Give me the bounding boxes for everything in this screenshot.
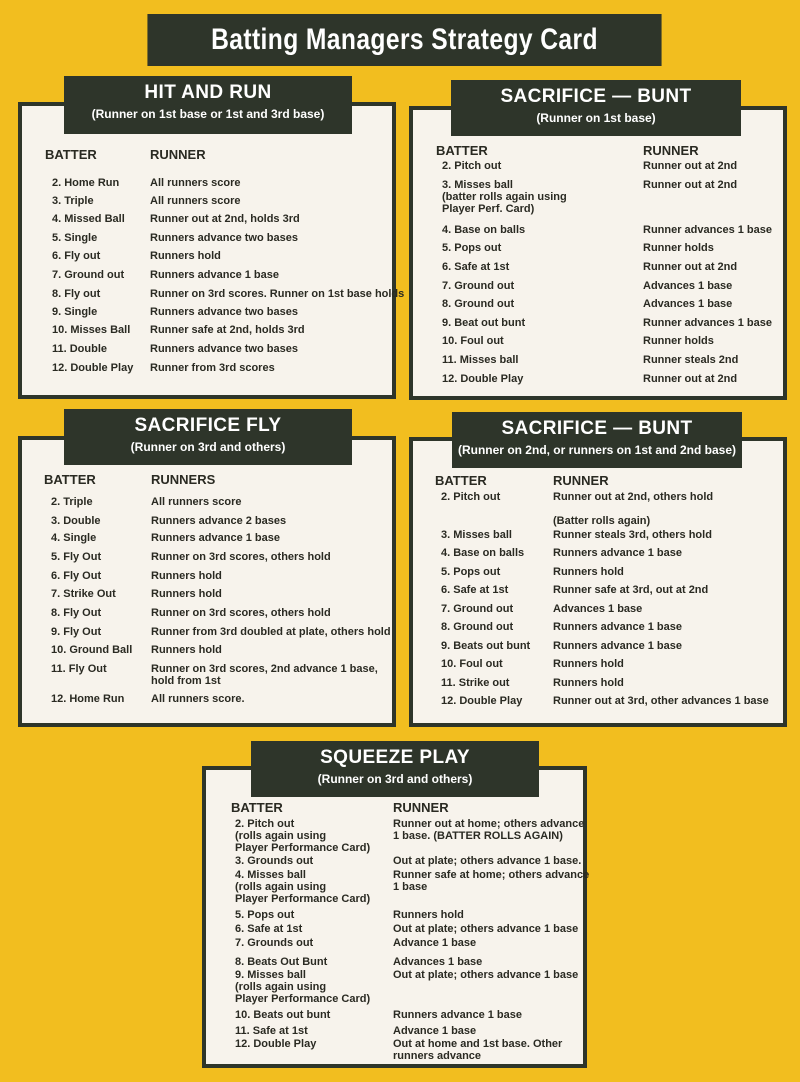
batter-result: 5. Pops out bbox=[235, 909, 295, 921]
batter-header: BATTER bbox=[436, 143, 488, 158]
runner-result: Advances 1 base bbox=[553, 603, 643, 615]
runner-result: Runners hold bbox=[553, 566, 624, 578]
batter-result: 4. Single bbox=[51, 532, 97, 544]
batter-result: 12. Home Run bbox=[51, 693, 125, 705]
runner-result: Advances 1 base bbox=[643, 280, 733, 292]
batter-result: 9. Beats out bunt bbox=[441, 640, 531, 652]
runner-result: Runner safe at 3rd, out at 2nd bbox=[553, 584, 709, 596]
squeeze-play-tab bbox=[251, 741, 539, 797]
batter-result: 10. Misses Ball bbox=[52, 324, 131, 336]
batter-result: 12. Double Play bbox=[441, 695, 523, 707]
sacrifice-bunt-runner-second-tab bbox=[452, 412, 742, 468]
runner-header: RUNNER bbox=[553, 473, 609, 488]
sacrifice-fly-title: SACRIFICE FLY bbox=[134, 415, 282, 436]
runner-result: Runners hold bbox=[393, 909, 464, 921]
batter-result: 7. Grounds out bbox=[235, 937, 314, 949]
runner-result: Runners advance 1 base bbox=[553, 640, 683, 652]
runner-result: Runners advance 1 base bbox=[553, 547, 683, 559]
batter-result: 3. Double bbox=[51, 515, 101, 527]
batter-result: 8. Beats Out Bunt bbox=[235, 956, 328, 968]
runner-result: Runners advance 1 base bbox=[150, 269, 280, 281]
runner-result: Runner out at 2nd bbox=[643, 373, 738, 385]
runner-result: Runner out at 2nd, holds 3rd bbox=[150, 213, 300, 225]
batter-result: 6. Safe at 1st bbox=[442, 261, 510, 273]
runner-result: Runners advance two bases bbox=[150, 232, 298, 244]
batter-result: 7. Ground out bbox=[441, 603, 514, 615]
runner-result: Runners advance 1 base bbox=[393, 1009, 523, 1021]
sacrifice-fly-tab bbox=[64, 409, 352, 465]
runner-result: Advance 1 base bbox=[393, 937, 477, 949]
squeeze-play-title: SQUEEZE PLAY bbox=[320, 747, 470, 768]
batter-result: 11. Strike out bbox=[441, 677, 510, 689]
batter-result: 12. Double Play bbox=[235, 1038, 317, 1050]
runner-result: Advance 1 base bbox=[393, 1025, 477, 1037]
runner-header: RUNNER bbox=[393, 800, 449, 815]
batter-result: 9. Fly Out bbox=[51, 626, 102, 638]
runner-result: Advances 1 base bbox=[393, 956, 483, 968]
batter-result: 8. Ground out bbox=[441, 621, 514, 633]
runner-result: Out at plate; others advance 1 base bbox=[393, 923, 579, 935]
runner-header: RUNNER bbox=[643, 143, 699, 158]
batter-result: 12. Double Play bbox=[442, 373, 524, 385]
sacrifice-bunt-runner-first-tab bbox=[451, 80, 741, 136]
runner-result: Runners hold bbox=[151, 588, 222, 600]
runner-result: Runner from 3rd scores bbox=[150, 362, 275, 374]
runner-result: Runner out at 2nd bbox=[643, 179, 738, 191]
batter-result: 10. Ground Ball bbox=[51, 644, 133, 656]
batter-result: 5. Fly Out bbox=[51, 551, 102, 563]
batter-result: 7. Ground out bbox=[442, 280, 515, 292]
runner-result: Runner safe at 2nd, holds 3rd bbox=[150, 324, 305, 336]
sacrifice-bunt-runner-second-subtitle: (Runner on 2nd, or runners on 1st and 2nd base) bbox=[457, 443, 737, 457]
batter-result: 4. Base on balls bbox=[442, 224, 526, 236]
batter-result: 12. Double Play bbox=[52, 362, 134, 374]
batter-result: 5. Single bbox=[52, 232, 98, 244]
batter-header: BATTER bbox=[45, 147, 97, 162]
runner-result: Runner out at 2nd bbox=[643, 261, 738, 273]
batter-result: 7. Strike Out bbox=[51, 588, 116, 600]
batter-result: 2. Pitch out bbox=[441, 491, 501, 503]
runner-result: Runners hold bbox=[150, 250, 221, 262]
runner-result: All runners score bbox=[150, 177, 241, 189]
batter-header: BATTER bbox=[44, 472, 96, 487]
batter-header: BATTER bbox=[435, 473, 487, 488]
runner-result: Out at plate; others advance 1 base. bbox=[393, 855, 582, 867]
batter-result: 10. Foul out bbox=[441, 658, 503, 670]
batter-result: 2. Triple bbox=[51, 496, 93, 508]
runner-result: Runner safe at home; others advance 1 base bbox=[393, 869, 590, 893]
runner-result: Runners advance 2 bases bbox=[151, 515, 287, 527]
hit-and-run-subtitle: (Runner on 1st base or 1st and 3rd base) bbox=[91, 107, 325, 121]
batter-result: 3. Triple bbox=[52, 195, 94, 207]
runner-result: Runners advance 1 base bbox=[151, 532, 281, 544]
hit-and-run-title: HIT AND RUN bbox=[144, 82, 272, 103]
runner-result: Runners hold bbox=[553, 658, 624, 670]
runner-header: RUNNER bbox=[150, 147, 206, 162]
batter-result: 11. Fly Out bbox=[51, 663, 107, 675]
runner-result: Runners hold bbox=[553, 677, 624, 689]
runner-result: Runners advance two bases bbox=[150, 306, 298, 318]
runner-result: Runner steals 2nd bbox=[643, 354, 739, 366]
batter-result: 6. Fly Out bbox=[51, 570, 102, 582]
runner-result: Runner advances 1 base bbox=[643, 317, 773, 329]
runner-result: Runner on 3rd scores, 2nd advance 1 base, hold from 1st bbox=[151, 663, 378, 687]
batter-result: 8. Fly Out bbox=[51, 607, 102, 619]
runner-result: All runners score bbox=[151, 496, 242, 508]
batter-header: BATTER bbox=[231, 800, 283, 815]
runner-result: Runner on 3rd scores. Runner on 1st base holds bbox=[150, 288, 405, 300]
batter-result: 3. Misses ball (batter rolls again using Player Perf. Card) bbox=[442, 179, 567, 215]
runner-header: RUNNERS bbox=[151, 472, 216, 487]
batter-result: 11. Double bbox=[52, 343, 108, 355]
runner-result: Runner out at home; others advance 1 base. (BATTER ROLLS AGAIN) bbox=[393, 818, 585, 842]
runner-result: Runners advance 1 base bbox=[553, 621, 683, 633]
runner-result: Runner holds bbox=[643, 335, 714, 347]
runner-result: Runner out at 2nd, others hold (Batter rolls again) bbox=[553, 491, 714, 527]
batter-result: 6. Safe at 1st bbox=[235, 923, 303, 935]
runner-result: Runner advances 1 base bbox=[643, 224, 773, 236]
batter-result: 8. Ground out bbox=[442, 298, 515, 310]
batter-result: 6. Safe at 1st bbox=[441, 584, 509, 596]
sacrifice-bunt-runner-second-title: SACRIFICE — BUNT bbox=[501, 418, 693, 439]
batter-result: 8. Fly out bbox=[52, 288, 101, 300]
runner-result: All runners score bbox=[150, 195, 241, 207]
runner-result: Runner on 3rd scores, others hold bbox=[151, 551, 331, 563]
batter-result: 3. Misses ball bbox=[441, 529, 512, 541]
runner-result: Runner from 3rd doubled at plate, others hold bbox=[151, 626, 391, 638]
batter-result: 10. Foul out bbox=[442, 335, 504, 347]
runner-result: All runners score. bbox=[151, 693, 245, 705]
hit-and-run-tab bbox=[64, 76, 352, 134]
runner-result: Runner on 3rd scores, others hold bbox=[151, 607, 331, 619]
batter-result: 6. Fly out bbox=[52, 250, 101, 262]
batter-result: 2. Home Run bbox=[52, 177, 120, 189]
runner-result: Out at home and 1st base. Other runners advance bbox=[393, 1038, 563, 1062]
batter-result: 9. Beat out bunt bbox=[442, 317, 526, 329]
batter-result: 5. Pops out bbox=[442, 242, 502, 254]
sacrifice-fly-subtitle: (Runner on 3rd and others) bbox=[130, 440, 286, 454]
batter-result: 7. Ground out bbox=[52, 269, 125, 281]
sacrifice-bunt-runner-first-subtitle: (Runner on 1st base) bbox=[536, 111, 656, 125]
batter-result: 11. Safe at 1st bbox=[235, 1025, 308, 1037]
sacrifice-bunt-runner-first-title: SACRIFICE — BUNT bbox=[500, 86, 692, 107]
batter-result: 11. Misses ball bbox=[442, 354, 519, 366]
runner-result: Runner steals 3rd, others hold bbox=[553, 529, 712, 541]
runner-result: Advances 1 base bbox=[643, 298, 733, 310]
batter-result: 4. Misses ball (rolls again using Player Performance Card) bbox=[235, 869, 371, 905]
batter-result: 5. Pops out bbox=[441, 566, 501, 578]
runner-result: Runners advance two bases bbox=[150, 343, 298, 355]
batter-result: 9. Single bbox=[52, 306, 98, 318]
batter-result: 9. Misses ball (rolls again using Player Performance Card) bbox=[235, 969, 371, 1005]
runner-result: Runner out at 3rd, other advances 1 base bbox=[553, 695, 769, 707]
batter-result: 2. Pitch out (rolls again using Player Performance Card) bbox=[235, 818, 371, 854]
batter-result: 3. Grounds out bbox=[235, 855, 314, 867]
batter-result: 2. Pitch out bbox=[442, 160, 502, 172]
runner-result: Runner holds bbox=[643, 242, 714, 254]
runner-result: Runners hold bbox=[151, 570, 222, 582]
batter-result: 4. Missed Ball bbox=[52, 213, 125, 225]
squeeze-play-subtitle: (Runner on 3rd and others) bbox=[317, 772, 473, 786]
batter-result: 10. Beats out bunt bbox=[235, 1009, 331, 1021]
runner-result: Runner out at 2nd bbox=[643, 160, 738, 172]
page-title: Batting Managers Strategy Card bbox=[147, 14, 661, 66]
runner-result: Runners hold bbox=[151, 644, 222, 656]
batter-result: 4. Base on balls bbox=[441, 547, 525, 559]
runner-result: Out at plate; others advance 1 base bbox=[393, 969, 579, 981]
